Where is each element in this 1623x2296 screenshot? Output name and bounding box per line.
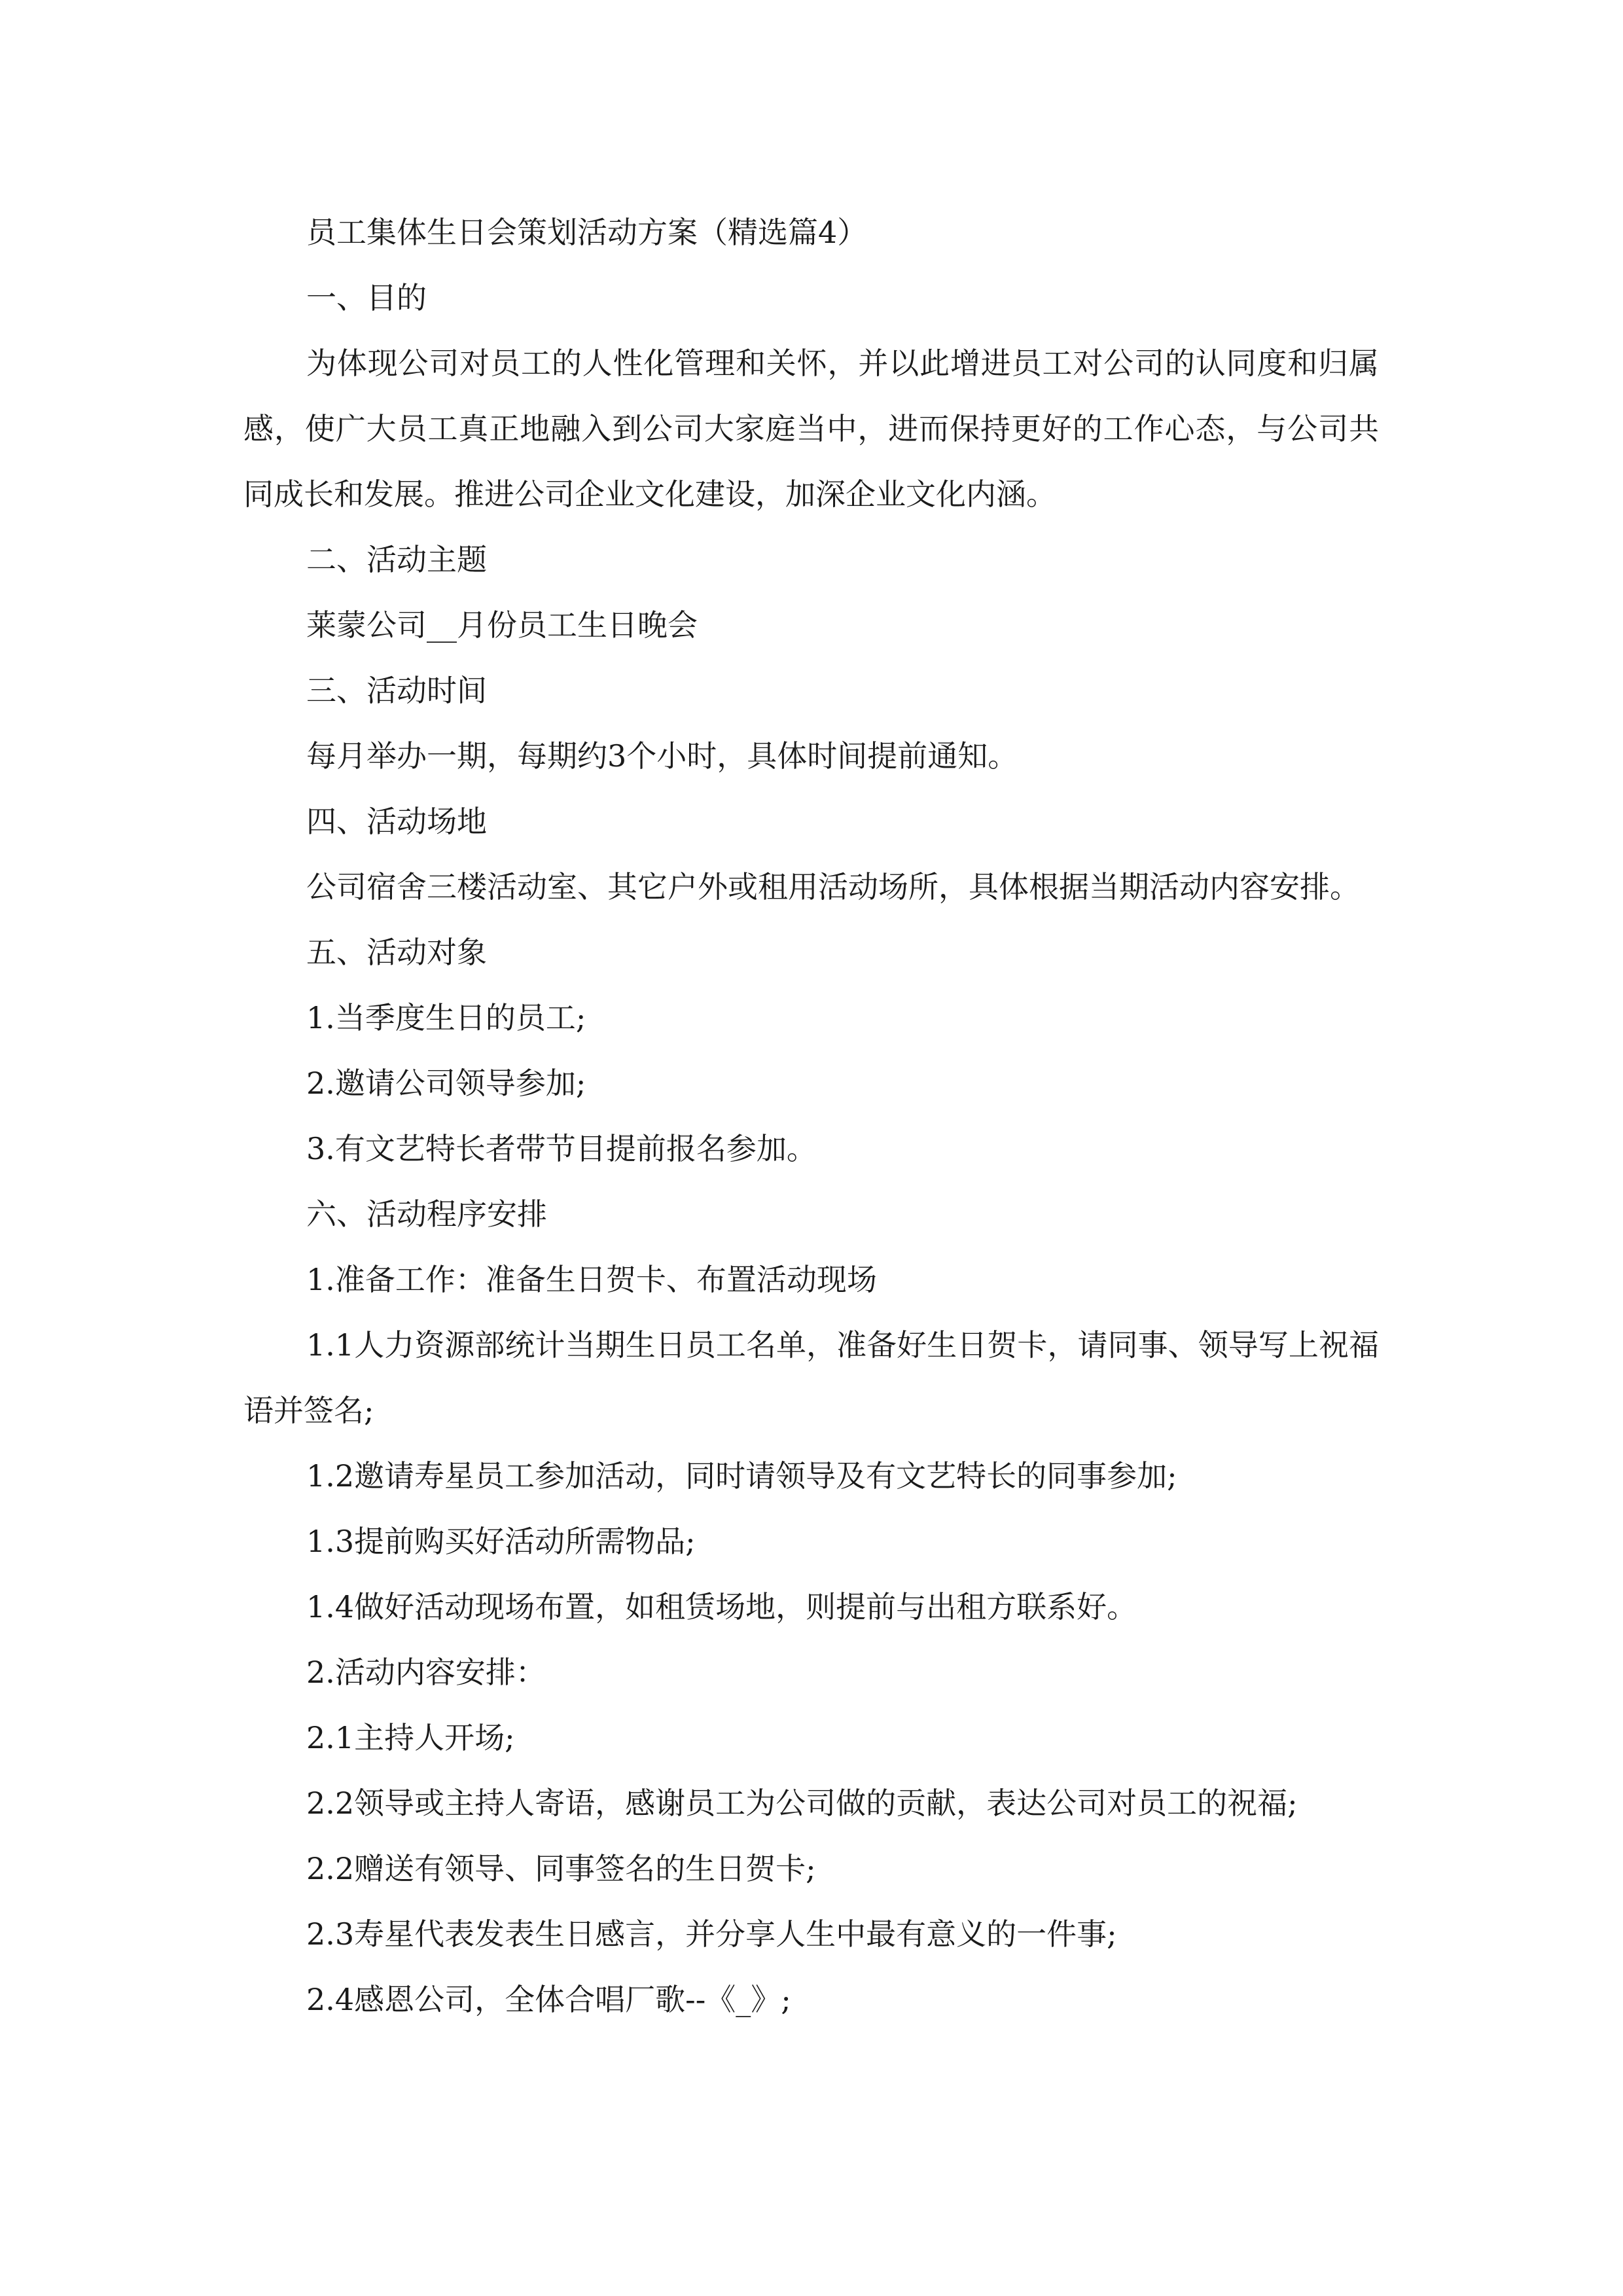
list-item-content: 2.活动内容安排： xyxy=(306,1655,546,1690)
section-heading-purpose: 一、目的 xyxy=(306,280,427,315)
document-title: 员工集体生日会策划活动方案（精选篇4） xyxy=(306,215,868,250)
section-heading-program: 六、活动程序安排 xyxy=(306,1196,547,1232)
list-item-content-2-2b: 2.2赠送有领导、同事签名的生日贺卡; xyxy=(306,1851,816,1886)
list-item-participants-3: 3.有文艺特长者带节目提前报名参加。 xyxy=(306,1131,817,1166)
section-heading-venue: 四、活动场地 xyxy=(306,804,487,839)
paragraph-time: 每月举办一期，每期约3个小时，具体时间提前通知。 xyxy=(306,738,1018,774)
paragraph-venue: 公司宿舍三楼活动室、其它户外或租用活动场所，具体根据当期活动内容安排。 xyxy=(306,869,1360,905)
paragraph-purpose: 为体现公司对员工的人性化管理和关怀，并以此增进员工对公司的认同度和归属感，使广大员工真正地融入到公司大家庭当中，进而保持更好的工作心态，与公司共同成长和发展。推进公司企业文化建设，加深企业文化内涵。 xyxy=(243,346,1379,512)
list-item-content-2-3: 2.3寿星代表发表生日感言，并分享人生中最有意义的一件事; xyxy=(306,1916,1117,1952)
section-heading-theme: 二、活动主题 xyxy=(306,542,487,577)
document-body xyxy=(243,200,1379,2032)
list-item-participants-1: 1.当季度生日的员工; xyxy=(306,1000,586,1035)
list-item-participants-2: 2.邀请公司领导参加; xyxy=(306,1066,586,1101)
section-heading-time: 三、活动时间 xyxy=(306,673,487,708)
list-item-prep: 1.准备工作：准备生日贺卡、布置活动现场 xyxy=(306,1262,877,1297)
list-item-content-2-2a: 2.2领导或主持人寄语，感谢员工为公司做的贡献，表达公司对员工的祝福; xyxy=(306,1785,1298,1821)
list-item-content-2-4: 2.4感恩公司，全体合唱厂歌--《_》; xyxy=(306,1982,791,2017)
list-item-prep-1-3: 1.3提前购买好活动所需物品; xyxy=(306,1524,696,1559)
list-item-content-2-1: 2.1主持人开场; xyxy=(306,1720,515,1755)
list-item-prep-1-4: 1.4做好活动现场布置，如租赁场地，则提前与出租方联系好。 xyxy=(306,1589,1137,1624)
list-item-prep-1-1: 1.1人力资源部统计当期生日员工名单，准备好生日贺卡，请同事、领导写上祝福语并签名; xyxy=(243,1327,1379,1428)
section-heading-participants: 五、活动对象 xyxy=(306,935,487,970)
list-item-prep-1-2: 1.2邀请寿星员工参加活动，同时请领导及有文艺特长的同事参加; xyxy=(306,1458,1177,1494)
paragraph-theme: 莱蒙公司__月份员工生日晚会 xyxy=(306,607,698,643)
